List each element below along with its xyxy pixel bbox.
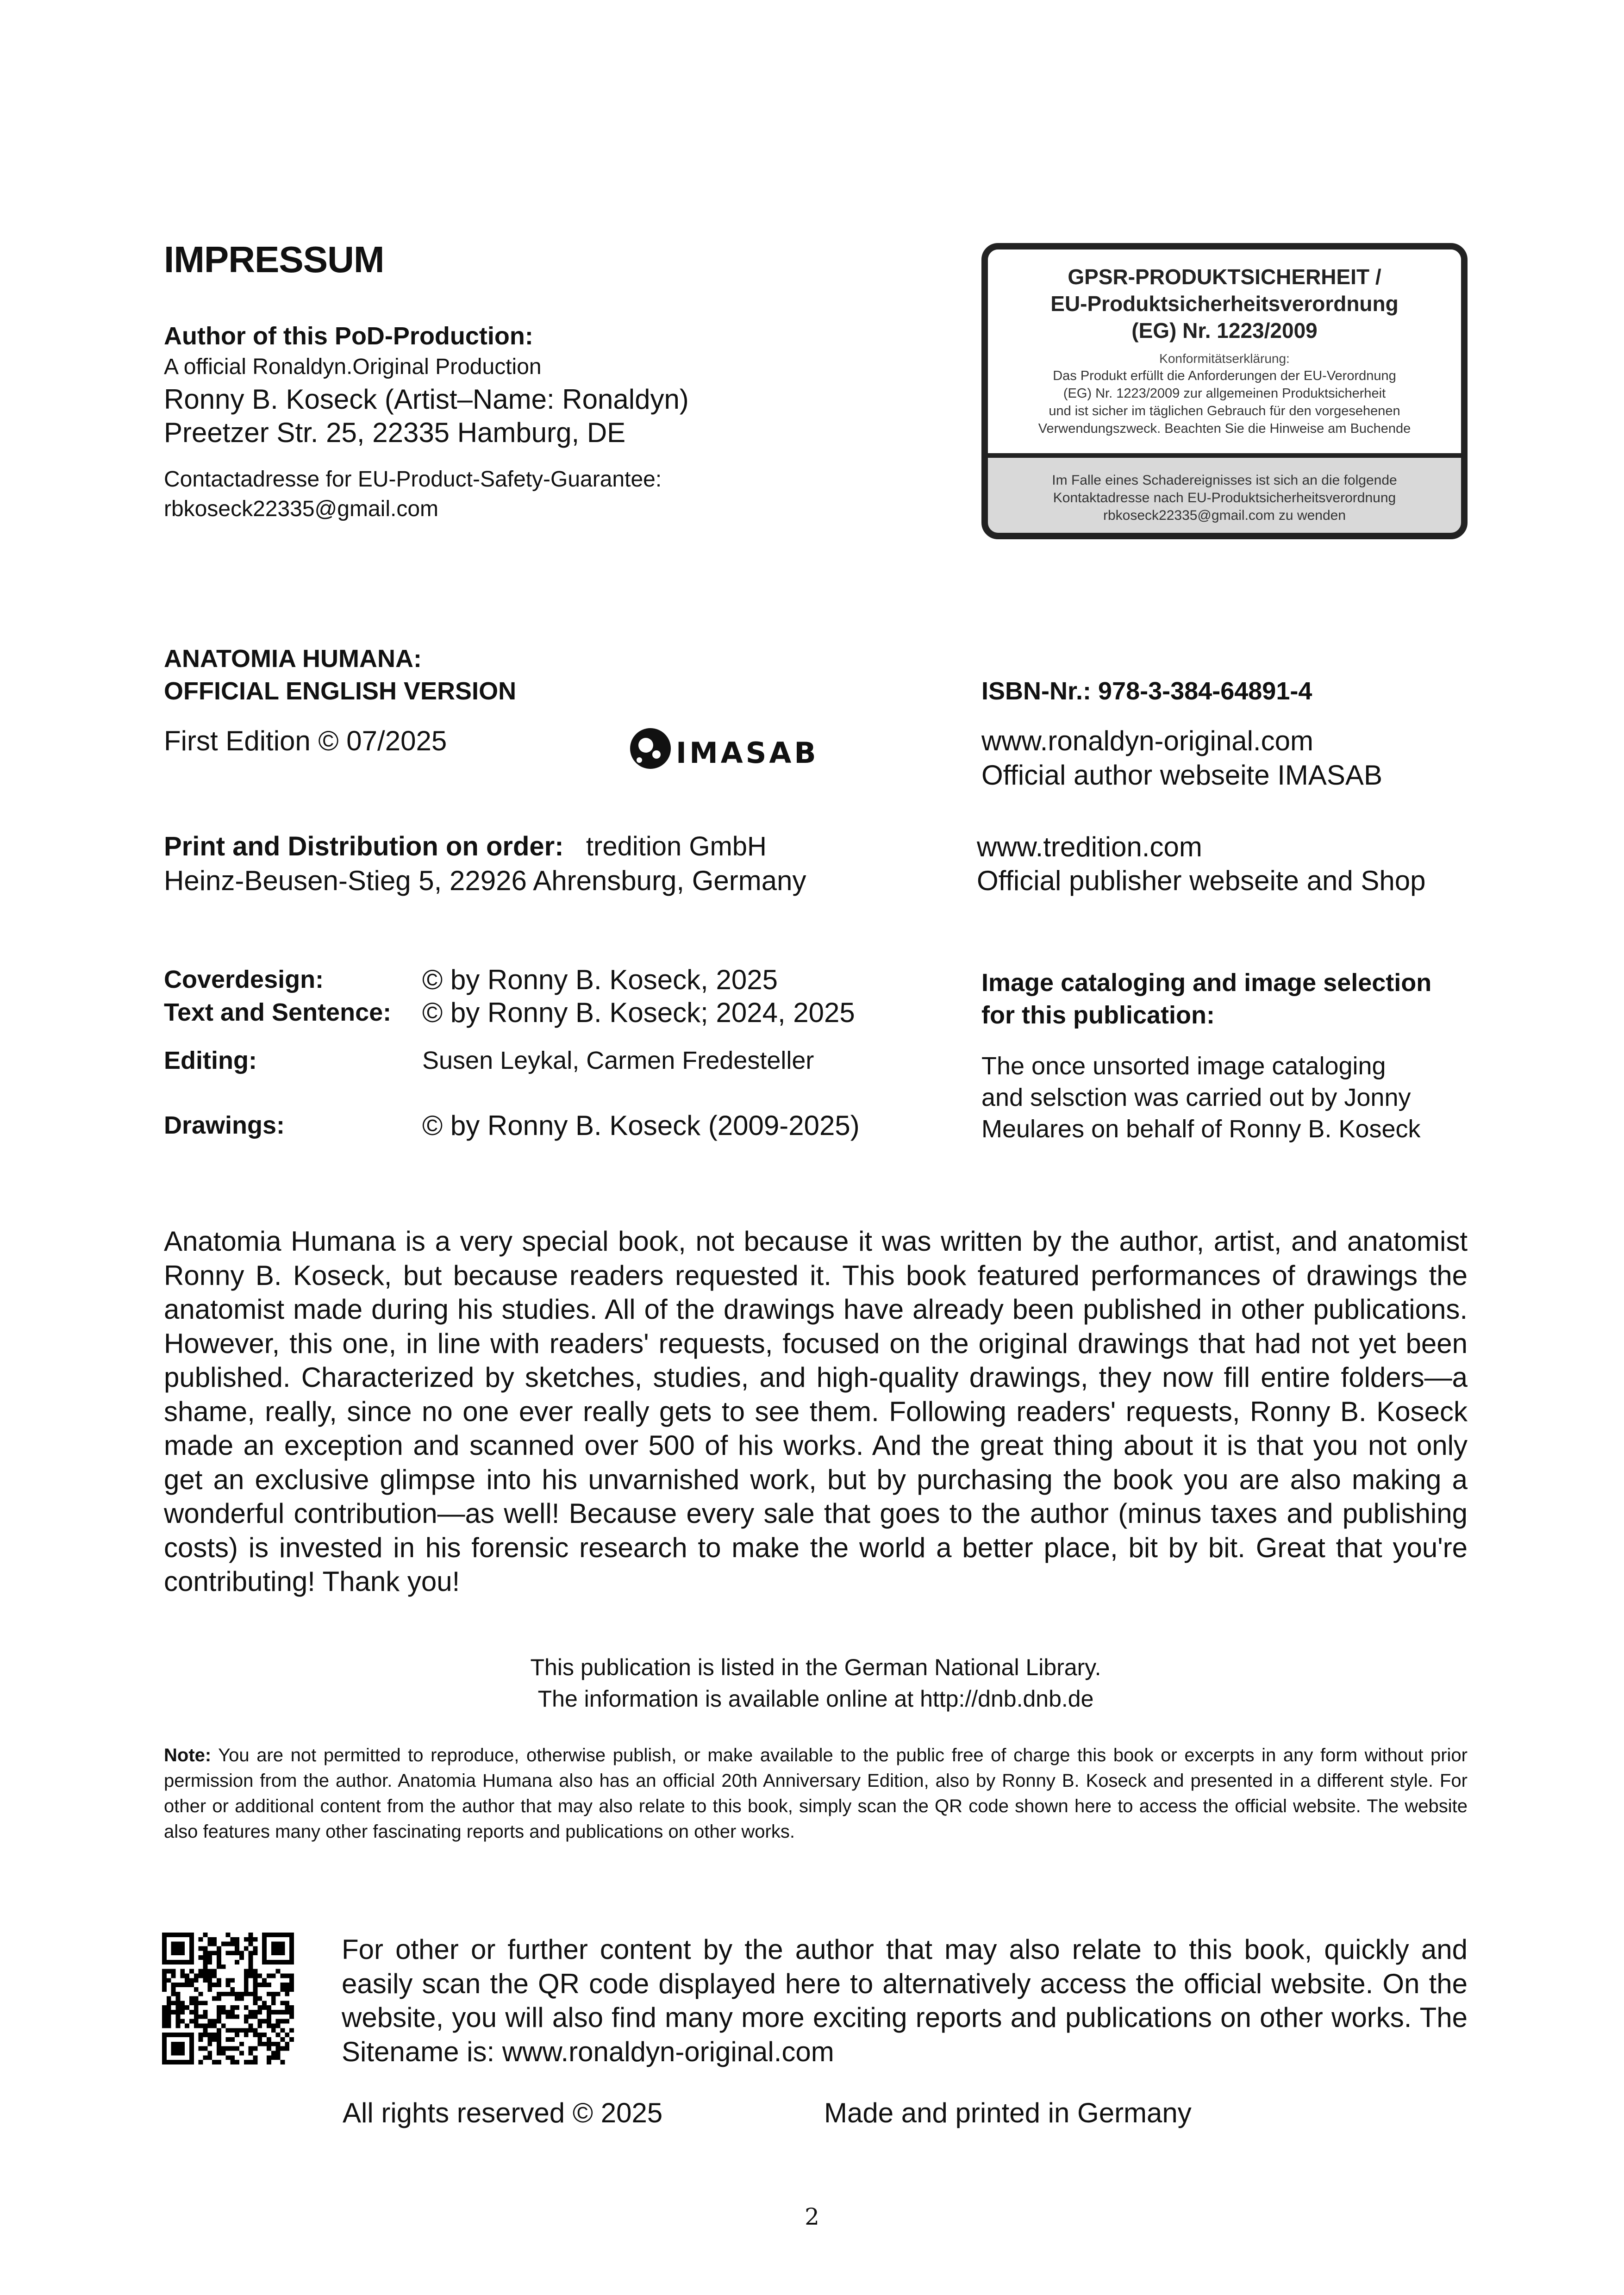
- catalog-line1: The once unsorted image cataloging: [981, 1052, 1386, 1080]
- contact-label: Contactadresse for EU-Product-Safety-Guarantee:: [164, 467, 662, 492]
- author-website-desc: Official author webseite IMASAB: [981, 760, 1382, 791]
- note-paragraph: [164, 1743, 1468, 1845]
- text-value: © by Ronny B. Koseck; 2024, 2025: [422, 997, 855, 1028]
- catalog-line2: and selsction was carried out by Jonny: [981, 1084, 1411, 1111]
- gpsr-body1: Das Produkt erfüllt die Anforderungen der EU-Verordnung: [1053, 368, 1396, 383]
- rights-reserved: All rights reserved © 2025: [343, 2097, 663, 2128]
- qr-code-icon: [162, 1933, 294, 2064]
- page-title: IMPRESSUM: [164, 239, 384, 280]
- gpsr-foot1: Im Falle eines Schadereignisses ist sich an die folgende: [1052, 473, 1397, 488]
- author-line3: Preetzer Str. 25, 22335 Hamburg, DE: [164, 417, 626, 448]
- drawings-label: Drawings:: [164, 1111, 285, 1139]
- gpsr-foot3: rbkoseck22335@gmail.com zu wenden: [1103, 508, 1346, 523]
- catalog-line3: Meulares on behalf of Ronny B. Koseck: [981, 1115, 1421, 1143]
- book-title-line1: ANATOMIA HUMANA:: [164, 645, 422, 673]
- gpsr-box: [981, 243, 1468, 539]
- coverdesign-value: © by Ronny B. Koseck, 2025: [422, 964, 778, 995]
- catalog-heading1: Image cataloging and image selection: [981, 969, 1432, 997]
- catalog-heading2: for this publication:: [981, 1001, 1215, 1029]
- page-number: 2: [805, 2203, 819, 2230]
- gpsr-body3: und ist sicher im täglichen Gebrauch für den vorgesehenen: [1049, 404, 1400, 418]
- editing-value: Susen Leykal, Carmen Fredesteller: [422, 1047, 814, 1074]
- author-website[interactable]: www.ronaldyn-original.com: [981, 725, 1313, 756]
- imasab-logo-text: IMASAB: [676, 736, 819, 770]
- print-address: Heinz-Beusen-Stieg 5, 22926 Ahrensburg, Germany: [164, 865, 806, 896]
- edition: First Edition © 07/2025: [164, 725, 447, 756]
- gpsr-head3: (EG) Nr. 1223/2009: [1131, 318, 1318, 343]
- gpsr-head1: GPSR-PRODUKTSICHERHEIT /: [1068, 265, 1381, 289]
- library-line2: The information is available online at http://dnb.dnb.de: [537, 1686, 1094, 1712]
- author-line1: A official Ronaldyn.Original Production: [164, 355, 542, 379]
- print-line: [164, 831, 767, 862]
- description-paragraph: Anatomia Humana is a very special book, not because it was written by the author, artist, and anatomist Ronny B. Koseck, but because readers requested it. This book featured performances of drawings the anatomist made during his studies. All of the drawings have already been published in other publications. However, this one, in line with readers' requests, focused on the original drawings that had not yet been published. Characterized by sketches, studies, and high-quality drawings, they now fill entire folders—a shame, really, since no one ever really gets to see them. Following readers' requests, Ronny B. Koseck made an exception and scanned over 500 of his works. And the great thing about it is that you not only get an exclusive glimpse into his unvarnished work, but by purchasing the book you are also making a wonderful contribution—as well! Because every sale that goes to the author (minus taxes and publishing costs) is invested in his forensic research to make the world a better place, bit by bit. Great that you're contributing! Thank you!: [164, 1226, 1468, 1597]
- gpsr-foot2: Kontaktadresse nach EU-Produktsicherheitsverordnung: [1053, 490, 1396, 505]
- note-text: You are not permitted to reproduce, otherwise publish, or make available to the public free of charge this book or excerpts in any form without prior permission from the author. Anatomia Humana also has an official 20th Anniversary Edition, also by Ronny B. Koseck and presented in a different style. For other or additional content from the author that may also relate to this book, simply scan the QR code shown here to access the official website. The website also features many other fascinating reports and publications on other works.: [164, 1745, 1468, 1842]
- qr-paragraph: For other or further content by the author that may also relate to this book, quickly and easily scan the QR code displayed here to alternatively access the official website. On the website, you will also find many more exciting reports and publications on other works. The Sitename is: www.ronaldyn-original.com: [342, 1934, 1468, 2067]
- isbn: ISBN-Nr.: 978-3-384-64891-4: [981, 677, 1312, 705]
- drawings-value: © by Ronny B. Koseck (2009-2025): [422, 1110, 860, 1141]
- print-company: tredition GmbH: [586, 831, 767, 861]
- gpsr-head2: EU-Produktsicherheitsverordnung: [1050, 292, 1399, 316]
- text-label: Text and Sentence:: [164, 998, 392, 1026]
- made-in: Made and printed in Germany: [824, 2097, 1192, 2128]
- publisher-website-desc: Official publisher webseite and Shop: [977, 865, 1426, 896]
- coverdesign-label: Coverdesign:: [164, 966, 324, 993]
- gpsr-body4: Verwendungszweck. Beachten Sie die Hinweise am Buchende: [1038, 421, 1411, 436]
- author-heading: Author of this PoD-Production:: [164, 322, 533, 350]
- print-label: Print and Distribution on order:: [164, 831, 564, 861]
- qr-code[interactable]: [162, 1933, 294, 2064]
- editing-label: Editing:: [164, 1047, 257, 1074]
- contact-email: rbkoseck22335@gmail.com: [164, 497, 438, 521]
- publisher-website[interactable]: www.tredition.com: [977, 831, 1202, 862]
- book-title-line2: OFFICIAL ENGLISH VERSION: [164, 677, 517, 705]
- note-label: Note:: [164, 1745, 212, 1765]
- library-line1: This publication is listed in the German National Library.: [530, 1654, 1101, 1680]
- imasab-logo-icon: [627, 723, 674, 774]
- gpsr-sub: Konformitätserklärung:: [1159, 351, 1290, 366]
- author-line2: Ronny B. Koseck (Artist–Name: Ronaldyn): [164, 384, 689, 415]
- imasab-logo: [627, 723, 840, 774]
- gpsr-body2: (EG) Nr. 1223/2009 zur allgemeinen Produktsicherheit: [1063, 386, 1386, 401]
